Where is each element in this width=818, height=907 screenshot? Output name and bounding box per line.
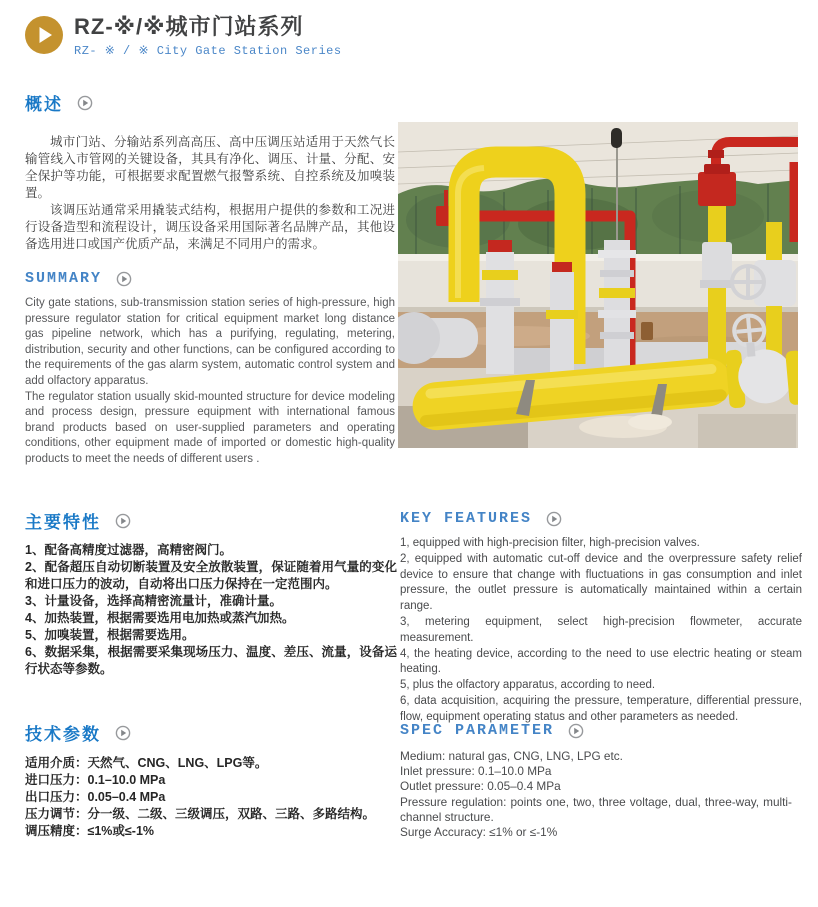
play-icon [568, 723, 584, 739]
summary-heading-text: SUMMARY [25, 270, 103, 287]
feature-item: 3、计量设备，选择高精密流量计，准确计量。 [25, 594, 282, 608]
param-item: Outlet pressure: 0.05–0.4 MPa [400, 779, 561, 794]
feature-item: 1, equipped with high-precision filter, high-precision valves. [400, 537, 700, 549]
feature-item: 3, metering equipment, select high-precision flowmeter, accurate measurement. [400, 615, 802, 644]
overview-paragraph-2: 该调压站通常采用撬装式结构，根据用户提供的参数和工况进行设备造型和流程设计，调压设备采用国际著名品牌产品，其他设备选用进口或国产优质产品，来满足不同用户的需求。 [25, 203, 395, 251]
param-item: Inlet pressure: 0.1–10.0 MPa [400, 764, 552, 779]
play-icon [116, 271, 132, 287]
header-titles [74, 14, 342, 58]
summary-paragraph-2: The regulator station usually skid-mounted structure for device modeling and process design, pressure equipment with international famous brand products based on user-supplied parameters and operating conditions, other equipment made of imported or domestic high-quality products to meet the needs of different users . [25, 390, 395, 465]
overview-paragraph-1: 城市门站、分输站系列高高压、高中压调压站适用于天然气长输管线入市管网的关键设备，其具有净化、调压、计量、分配、安全保护等功能，可根据要求配置燃气报警系统、自控系统及加嗅装置。 [25, 135, 395, 200]
station-photo-illustration [398, 122, 798, 448]
params-cn-heading [25, 720, 397, 745]
params-en-heading-text: SPEC PARAMETER [400, 722, 555, 739]
param-item: 适用介质：天然气、CNG、LNG、LPG等。 [25, 756, 268, 770]
param-item: Pressure regulation: points one, two, three voltage, dual, three-way, multi-channel structure. [400, 794, 792, 824]
params-cn-heading-text: 技术参数 [25, 725, 101, 744]
feature-item: 2, equipped with automatic cut-off device and the overpressure safety relief device to ensure that change with fluctuations in gas consumption and inlet pressure, the outlet pressure is automatically maintained within a certain range. [400, 552, 802, 613]
param-item: 压力调节：分一级、二级、三级调压，双路、三路、多路结构。 [25, 807, 376, 821]
features-en-heading-text: KEY FEATURES [400, 510, 533, 527]
overview-heading-text: 概述 [25, 95, 63, 114]
play-icon [115, 513, 131, 529]
features-en-heading [400, 510, 802, 527]
summary-heading [25, 270, 395, 287]
feature-item: 6、数据采集，根据需要采集现场压力、温度、差压、流量，设备运行状态等参数。 [25, 645, 397, 676]
play-icon [77, 95, 93, 111]
section-features-cn [25, 508, 397, 678]
section-params-cn [25, 720, 397, 840]
play-icon [115, 725, 131, 741]
param-item: 调压精度：≤1%或≤-1% [25, 824, 155, 838]
play-logo-icon [25, 16, 63, 54]
params-en-heading [400, 722, 792, 739]
feature-item: 4, the heating device, according to the need to use electric heating or steam heating. [400, 647, 802, 676]
page-subtitle: RZ- ※ / ※ City Gate Station Series [74, 44, 342, 58]
section-summary [25, 270, 395, 468]
overview-heading [25, 90, 395, 115]
feature-item: 5, plus the olfactory apparatus, according to need. [400, 679, 656, 692]
param-item: Surge Accuracy: ≤1% or ≤-1% [400, 825, 558, 840]
param-item: Medium: natural gas, CNG, LNG, LPG etc. [400, 749, 623, 763]
features-cn-heading-text: 主要特性 [25, 513, 101, 532]
features-cn-heading [25, 508, 397, 533]
param-item: 进口压力：0.1–10.0 MPa [25, 773, 166, 787]
param-item: 出口压力：0.05–0.4 MPa [25, 790, 166, 804]
section-features-en [400, 510, 802, 726]
page-header [25, 14, 342, 58]
feature-item: 5、加嗅装置，根据需要选用。 [25, 628, 195, 642]
section-params-en [400, 722, 792, 840]
page-title: RZ-※/※城市门站系列 [74, 14, 304, 39]
feature-item: 6, data acquisition, acquiring the pressure, temperature, differential pressure, flow, equipment operating status and other parameters as needed. [400, 694, 802, 723]
section-overview [25, 90, 395, 253]
play-icon [546, 511, 562, 527]
feature-item: 4、加热装置，根据需要选用电加热或蒸汽加热。 [25, 611, 295, 625]
feature-item: 2、配备超压自动切断装置及安全放散装置，保证随着用气量的变化和进口压力的波动，自动将出口压力保持在一定范围内。 [25, 560, 397, 591]
summary-paragraph-1: City gate stations, sub-transmission station series of high-pressure, high pressure regulator station for critical equipment market long distance gas pipeline network, which has a purifying, regulating, metering, distribution, security and other functions, can be configured according to the requirements of the gas alarm system, automatic control system and add olfactory apparatus. [25, 297, 395, 387]
feature-item: 1、配备高精度过滤器，高精密阀门。 [25, 543, 232, 557]
station-photo [398, 122, 798, 448]
